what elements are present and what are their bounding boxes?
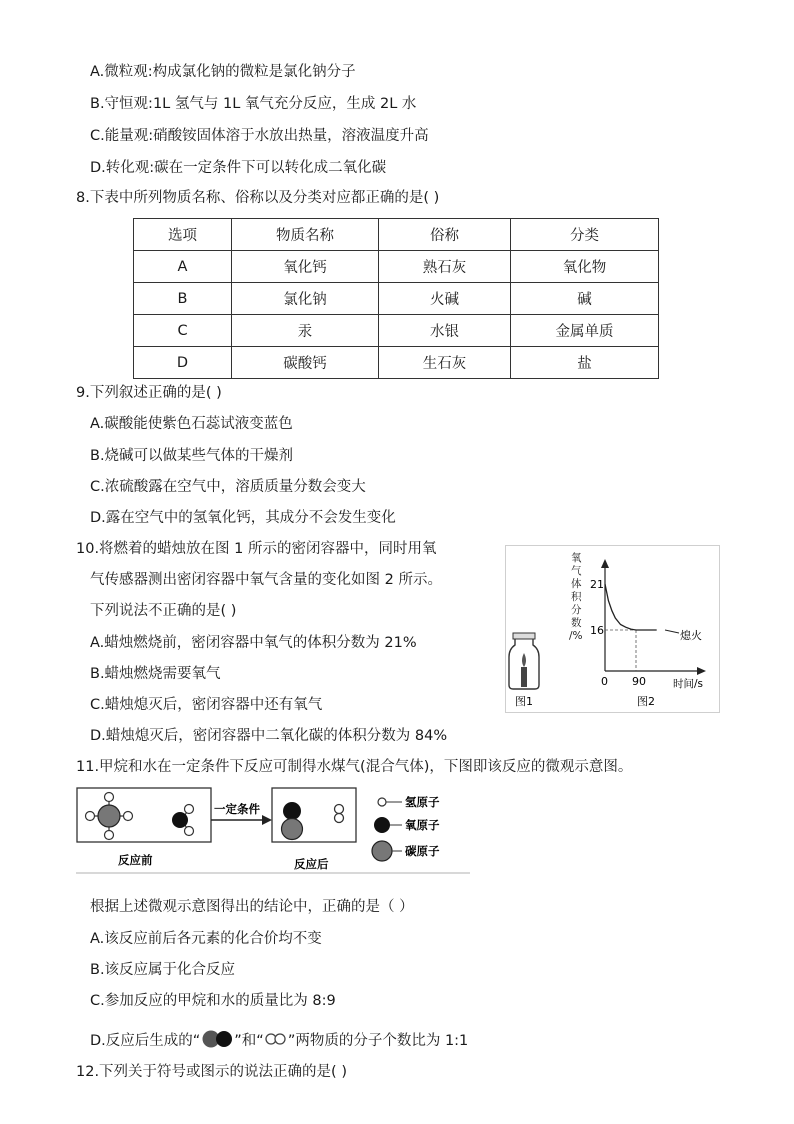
y-axis-char: 气 [571, 565, 582, 577]
oxygen-atom-icon [374, 817, 390, 833]
q7-option-c: C.能量观:硝酸铵固体溶于水放出热量，溶液温度升高 [90, 128, 429, 144]
y-axis-char: 氧 [571, 552, 582, 564]
table-cell: 盐 [511, 347, 659, 379]
oxygen-series-line [605, 584, 657, 630]
table-cell: C [134, 315, 232, 347]
q10-figure [505, 545, 720, 713]
fig2-label: 图2 [637, 695, 655, 708]
legend-oxygen: 氧原子 [405, 818, 440, 832]
table-header: 俗称 [379, 219, 511, 251]
table-cell: 生石灰 [379, 347, 511, 379]
y-axis-char: /% [569, 630, 583, 642]
q11-option-c: C.参加反应的甲烷和水的质量比为 8:9 [90, 993, 336, 1009]
table-cell: 氧化物 [511, 251, 659, 283]
x-tick-label: 90 [632, 675, 646, 688]
methane-molecule [86, 793, 133, 840]
table-header-row [134, 219, 659, 251]
q11-option-d [90, 1030, 468, 1051]
q10-option-a: A.蜡烛燃烧前，密闭容器中氧气的体积分数为 21% [90, 635, 417, 651]
table-cell: D [134, 347, 232, 379]
co-molecule [282, 802, 303, 840]
table-cell: 金属单质 [511, 315, 659, 347]
table-cell: 火碱 [379, 283, 511, 315]
table-row [134, 315, 659, 347]
q10-stem: 10.将燃着的蜡烛放在图 1 所示的密闭容器中，同时用氧 [76, 541, 437, 557]
table-row [134, 251, 659, 283]
extinguish-annotation: 熄火 [680, 629, 702, 642]
q11-option-d-suffix: ”两物质的分子个数比为 1:1 [287, 1033, 469, 1049]
y-axis-arrow-icon [601, 559, 609, 568]
table-header: 分类 [511, 219, 659, 251]
bottle-with-candle-illustration [509, 633, 539, 689]
y-axis-char: 分 [571, 604, 582, 616]
carbon-atom-icon [372, 841, 392, 861]
fig1-label: 图1 [515, 695, 533, 708]
y-axis-char: 体 [571, 578, 582, 590]
q11-sub-question: 根据上述微观示意图得出的结论中，正确的是（ ） [90, 899, 414, 915]
after-label: 反应后 [294, 857, 329, 871]
q8-stem: 8.下表中所列物质名称、俗称以及分类对应都正确的是( ) [76, 190, 440, 206]
x-axis-title: 时间/s [673, 678, 704, 690]
q12-stem: 12.下列关于符号或图示的说法正确的是( ) [76, 1064, 347, 1080]
h2-molecule [335, 805, 344, 823]
table-cell: B [134, 283, 232, 315]
table-header: 物质名称 [232, 219, 379, 251]
q7-option-a: A.微粒观:构成氯化钠的微粒是氯化钠分子 [90, 64, 356, 80]
q7-option-b: B.守恒观:1L 氢气与 1L 氧气充分反应，生成 2L 水 [90, 96, 417, 112]
table-cell: 熟石灰 [379, 251, 511, 283]
x-tick-label: 0 [601, 675, 608, 688]
table-cell: 碳酸钙 [232, 347, 379, 379]
legend-carbon: 碳原子 [405, 844, 440, 858]
q7-option-d: D.转化观:碳在一定条件下可以转化成二氧化碳 [90, 160, 387, 176]
q9-stem: 9.下列叙述正确的是( ) [76, 385, 222, 401]
water-molecule [172, 805, 194, 836]
q11-option-d-mid: ”和“ [234, 1033, 264, 1049]
q10-option-c: C.蜡烛熄灭后，密闭容器中还有氧气 [90, 697, 323, 713]
y-axis-char: 积 [571, 591, 582, 603]
reaction-condition: 一定条件 [214, 802, 260, 816]
q10-option-d: D.蜡烛熄灭后，密闭容器中二氧化碳的体积分数为 84% [90, 728, 448, 744]
before-label: 反应前 [118, 853, 153, 867]
table-cell: A [134, 251, 232, 283]
h2-molecule-icon [264, 1032, 288, 1046]
table-header: 选项 [134, 219, 232, 251]
q9-option-c: C.浓硫酸露在空气中，溶质质量分数会变大 [90, 479, 366, 495]
y-axis-char: 数 [571, 617, 582, 629]
q11-option-a: A.该反应前后各元素的化合价均不变 [90, 931, 322, 947]
q11-option-d-prefix: D.反应后生成的“ [90, 1033, 201, 1049]
y-axis-title [569, 551, 583, 642]
co-molecule-icon [200, 1030, 234, 1048]
q11-reaction-diagram [76, 786, 476, 878]
q11-stem: 11.甲烷和水在一定条件下反应可制得水煤气(混合气体)，下图即该反应的微观示意图。 [76, 759, 633, 775]
legend-hydrogen: 氢原子 [405, 795, 440, 809]
table-row [134, 347, 659, 379]
table-row [134, 283, 659, 315]
q10-stem-question: 下列说法不正确的是( ) [90, 603, 237, 619]
arrow-head-icon [262, 815, 272, 825]
q10-stem-cont: 气传感器测出密闭容器中氧气含量的变化如图 2 所示。 [90, 572, 442, 588]
q10-option-b: B.蜡烛燃烧需要氧气 [90, 666, 221, 682]
q9-option-b: B.烧碱可以做某些气体的干燥剂 [90, 448, 294, 464]
table-cell: 氯化钠 [232, 283, 379, 315]
table-cell: 氧化钙 [232, 251, 379, 283]
q11-option-b: B.该反应属于化合反应 [90, 962, 236, 978]
q9-option-d: D.露在空气中的氢氧化钙，其成分不会发生变化 [90, 510, 396, 526]
table-cell: 碱 [511, 283, 659, 315]
y-tick-label: 16 [590, 624, 604, 637]
table-cell: 水银 [379, 315, 511, 347]
x-axis-arrow-icon [697, 667, 706, 675]
hydrogen-atom-icon [378, 798, 386, 806]
q8-table [133, 218, 659, 379]
legend [372, 795, 440, 861]
q9-option-a: A.碳酸能使紫色石蕊试液变蓝色 [90, 416, 293, 432]
y-tick-label: 21 [590, 578, 604, 591]
table-cell: 汞 [232, 315, 379, 347]
annotation-pointer [665, 630, 679, 633]
